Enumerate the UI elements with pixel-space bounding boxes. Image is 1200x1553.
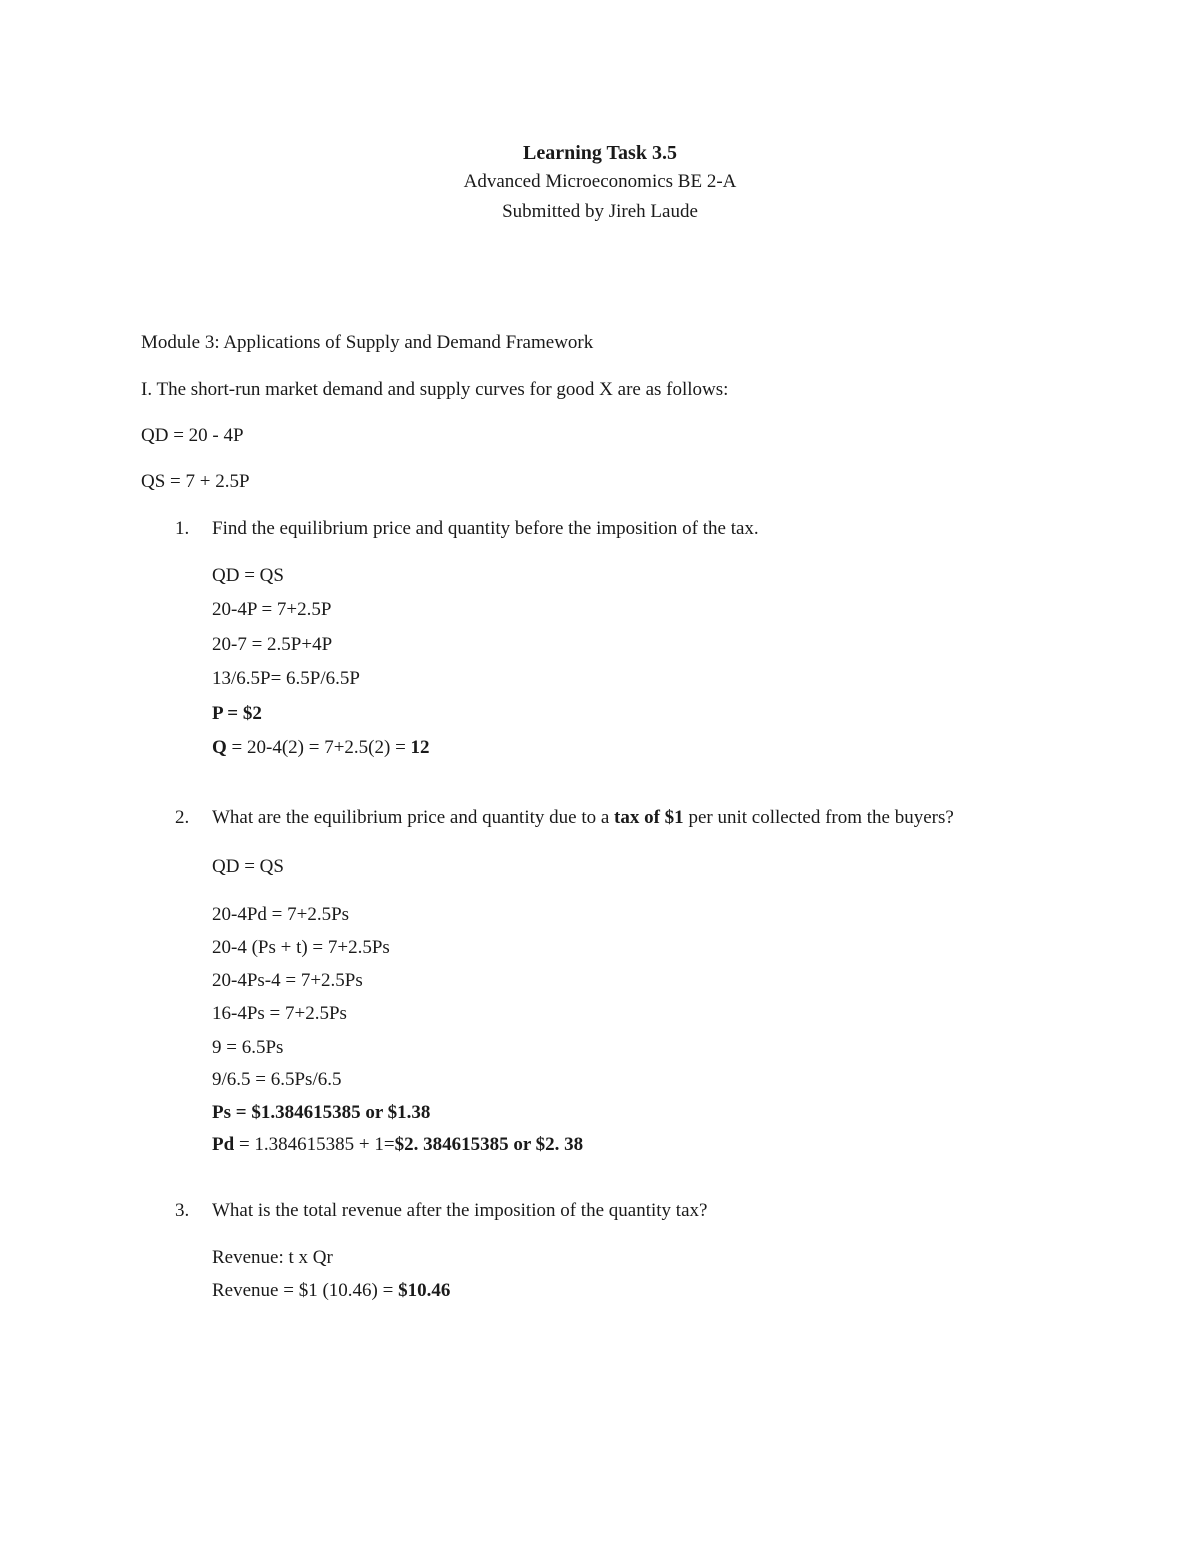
document-title: Learning Task 3.5 <box>523 142 677 164</box>
intro-text: I. The short-run market demand and supply curves for good X are as follows: <box>141 379 729 400</box>
question-number: 2. <box>175 807 190 828</box>
revenue-formula: Revenue: t x Qr <box>212 1247 333 1268</box>
quantity-answer <box>212 737 430 759</box>
question-text: What is the total revenue after the imposition of the quantity tax? <box>212 1200 708 1221</box>
author-line: Submitted by Jireh Laude <box>502 201 698 222</box>
revenue-answer <box>212 1280 450 1302</box>
solution-step: QD = QS <box>212 856 284 877</box>
solution-step: 9/6.5 = 6.5Ps/6.5 <box>212 1069 342 1090</box>
price-answer: P = $2 <box>212 703 262 724</box>
solution-step: 20-7 = 2.5P+4P <box>212 634 333 655</box>
pd-value: $2. 384615385 or $2. 38 <box>394 1134 584 1155</box>
pd-answer <box>212 1134 583 1156</box>
supply-equation: QS = 7 + 2.5P <box>141 471 250 492</box>
module-heading: Module 3: Applications of Supply and Demand Framework <box>141 332 594 353</box>
solution-step: 20-4P = 7+2.5P <box>212 599 332 620</box>
revenue-value: $10.46 <box>398 1280 451 1301</box>
quantity-label: Q <box>212 737 227 758</box>
question-text-end: per unit collected from the buyers? <box>683 807 954 828</box>
course-name: Advanced Microeconomics BE 2-A <box>463 171 737 192</box>
solution-step: 9 = 6.5Ps <box>212 1037 284 1058</box>
solution-step: 20-4Ps-4 = 7+2.5Ps <box>212 970 363 991</box>
solution-step: 20-4Pd = 7+2.5Ps <box>212 904 350 925</box>
solution-step: 20-4 (Ps + t) = 7+2.5Ps <box>212 937 390 958</box>
ps-answer: Ps = $1.384615385 or $1.38 <box>212 1102 431 1123</box>
demand-equation: QD = 20 - 4P <box>141 425 244 446</box>
pd-calc: = 1.384615385 + 1= <box>234 1134 395 1155</box>
question-number: 1. <box>175 518 190 539</box>
question-number: 3. <box>175 1200 190 1221</box>
solution-step: 16-4Ps = 7+2.5Ps <box>212 1003 347 1024</box>
revenue-calc: Revenue = $1 (10.46) = <box>212 1280 399 1301</box>
solution-step: QD = QS <box>212 565 284 586</box>
tax-highlight: tax of $1 <box>614 807 684 828</box>
question-text-start: What are the equilibrium price and quantity due to a <box>212 807 615 828</box>
quantity-calc: = 20-4(2) = 7+2.5(2) = <box>226 737 411 758</box>
quantity-value: 12 <box>410 737 430 758</box>
question-text: Find the equilibrium price and quantity before the imposition of the tax. <box>212 518 759 539</box>
pd-label: Pd <box>212 1134 235 1155</box>
question-text <box>212 807 954 829</box>
solution-step: 13/6.5P= 6.5P/6.5P <box>212 668 360 689</box>
